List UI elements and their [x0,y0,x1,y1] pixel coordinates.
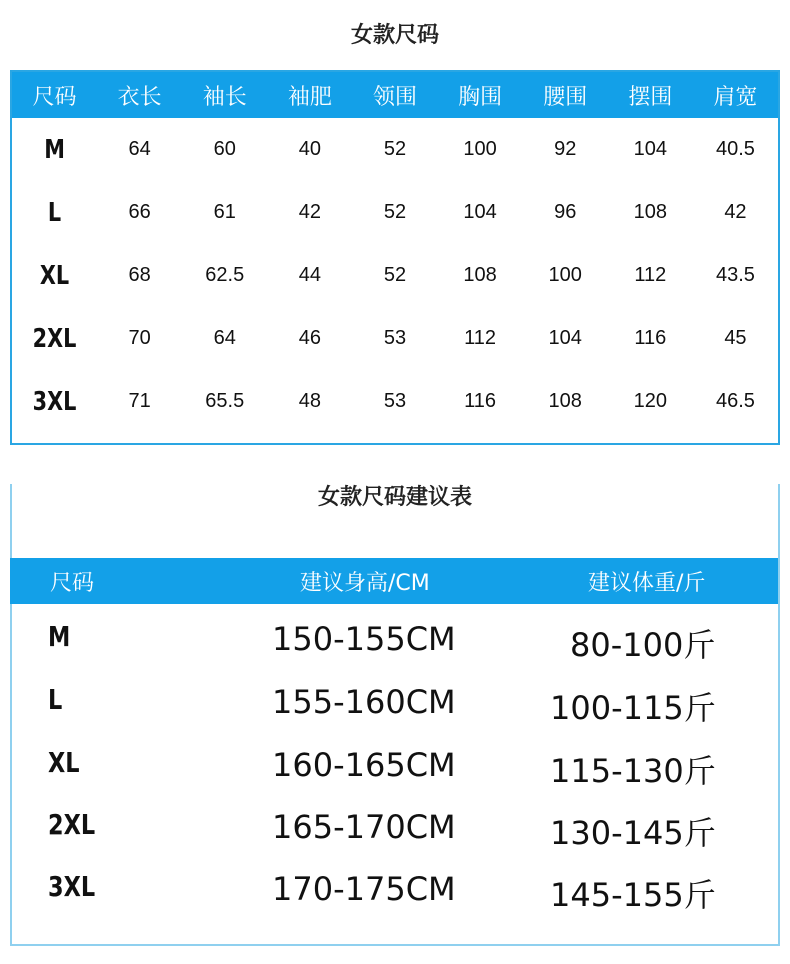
value-cell: 53 [383,327,407,349]
value-cell: 66 [128,201,151,223]
value-cell: 40.5 [715,138,755,160]
table-row [12,118,778,181]
value-cell: 46.5 [715,390,755,412]
table-row [12,370,778,433]
value-cell: 108 [463,264,497,286]
weight-cell: 80-100斤 [570,626,716,664]
value-cell: 116 [464,390,497,412]
value-cell: 68 [128,264,151,286]
value-cell: 65.5 [205,390,245,412]
header-cell: 袖长 [202,84,247,110]
size-cell: 2XL [48,808,96,841]
header-cell: 衣长 [117,84,162,110]
header-cell: 尺码 [50,571,95,596]
height-cell: 150-155CM [272,620,456,658]
value-cell: 120 [633,390,667,412]
table-row [10,612,778,674]
value-cell: 104 [633,138,667,160]
height-cell: 160-165CM [272,746,456,784]
size-cell: 3XL [48,870,96,903]
table2-title: 女款尺码建议表 [317,485,472,510]
size-chart-table [10,70,780,445]
table-row [10,800,778,862]
size-cell: L [47,197,62,228]
value-cell: 112 [464,327,497,349]
value-cell: 100 [548,264,582,286]
table-row [10,675,778,737]
value-cell: 71 [128,390,151,412]
value-cell: 96 [554,201,577,223]
table-row [12,181,778,244]
size-chart-body [12,118,778,433]
value-cell: 108 [633,201,667,223]
recommendation-header-row [10,558,778,604]
value-cell: 43.5 [715,264,755,286]
value-cell: 104 [548,327,582,349]
value-cell: 104 [463,201,497,223]
size-cell: L [48,683,63,716]
header-cell: 尺码 [32,84,77,110]
value-cell: 108 [548,390,582,412]
header-cell: 袖肥 [287,84,332,110]
value-cell: 42 [724,201,747,223]
height-cell: 165-170CM [272,808,456,846]
value-cell: 64 [213,327,236,349]
value-cell: 92 [554,138,577,160]
value-cell: 100 [463,138,497,160]
value-cell: 48 [298,390,321,412]
value-cell: 60 [213,138,236,160]
table-row [10,862,778,924]
size-cell: 2XL [32,323,77,354]
height-cell: 155-160CM [272,683,456,721]
size-cell: M [44,134,65,165]
header-cell: 胸围 [458,84,503,110]
header-cell: 肩宽 [713,84,758,110]
size-cell: M [48,620,71,653]
value-cell: 42 [298,201,321,223]
table1-title: 女款尺码 [350,23,439,48]
height-cell: 170-175CM [272,870,456,908]
size-chart-header-row [12,72,778,118]
size-cell: XL [39,260,70,291]
value-cell: 40 [298,138,321,160]
value-cell: 44 [298,264,321,286]
value-cell: 112 [634,264,667,286]
size-cell: 3XL [32,386,77,417]
value-cell: 116 [634,327,667,349]
size-cell: XL [48,746,80,779]
header-cell: 腰围 [543,84,588,110]
value-cell: 61 [213,201,236,223]
value-cell: 70 [128,327,151,349]
weight-cell: 145-155斤 [550,876,716,914]
header-cell: 建议体重/斤 [588,571,706,596]
weight-cell: 130-145斤 [550,814,716,852]
header-cell: 领围 [372,84,417,110]
value-cell: 52 [383,201,407,223]
weight-cell: 100-115斤 [550,689,716,727]
weight-cell: 115-130斤 [550,752,716,790]
header-cell: 摆围 [628,84,673,110]
value-cell: 62.5 [205,264,245,286]
table-row [10,738,778,800]
value-cell: 46 [298,327,321,349]
table-row [12,244,778,307]
value-cell: 52 [383,138,407,160]
value-cell: 64 [128,138,151,160]
table-row [12,307,778,370]
header-cell: 建议身高/CM [300,571,430,596]
value-cell: 45 [724,327,747,349]
value-cell: 52 [383,264,407,286]
value-cell: 53 [383,390,407,412]
